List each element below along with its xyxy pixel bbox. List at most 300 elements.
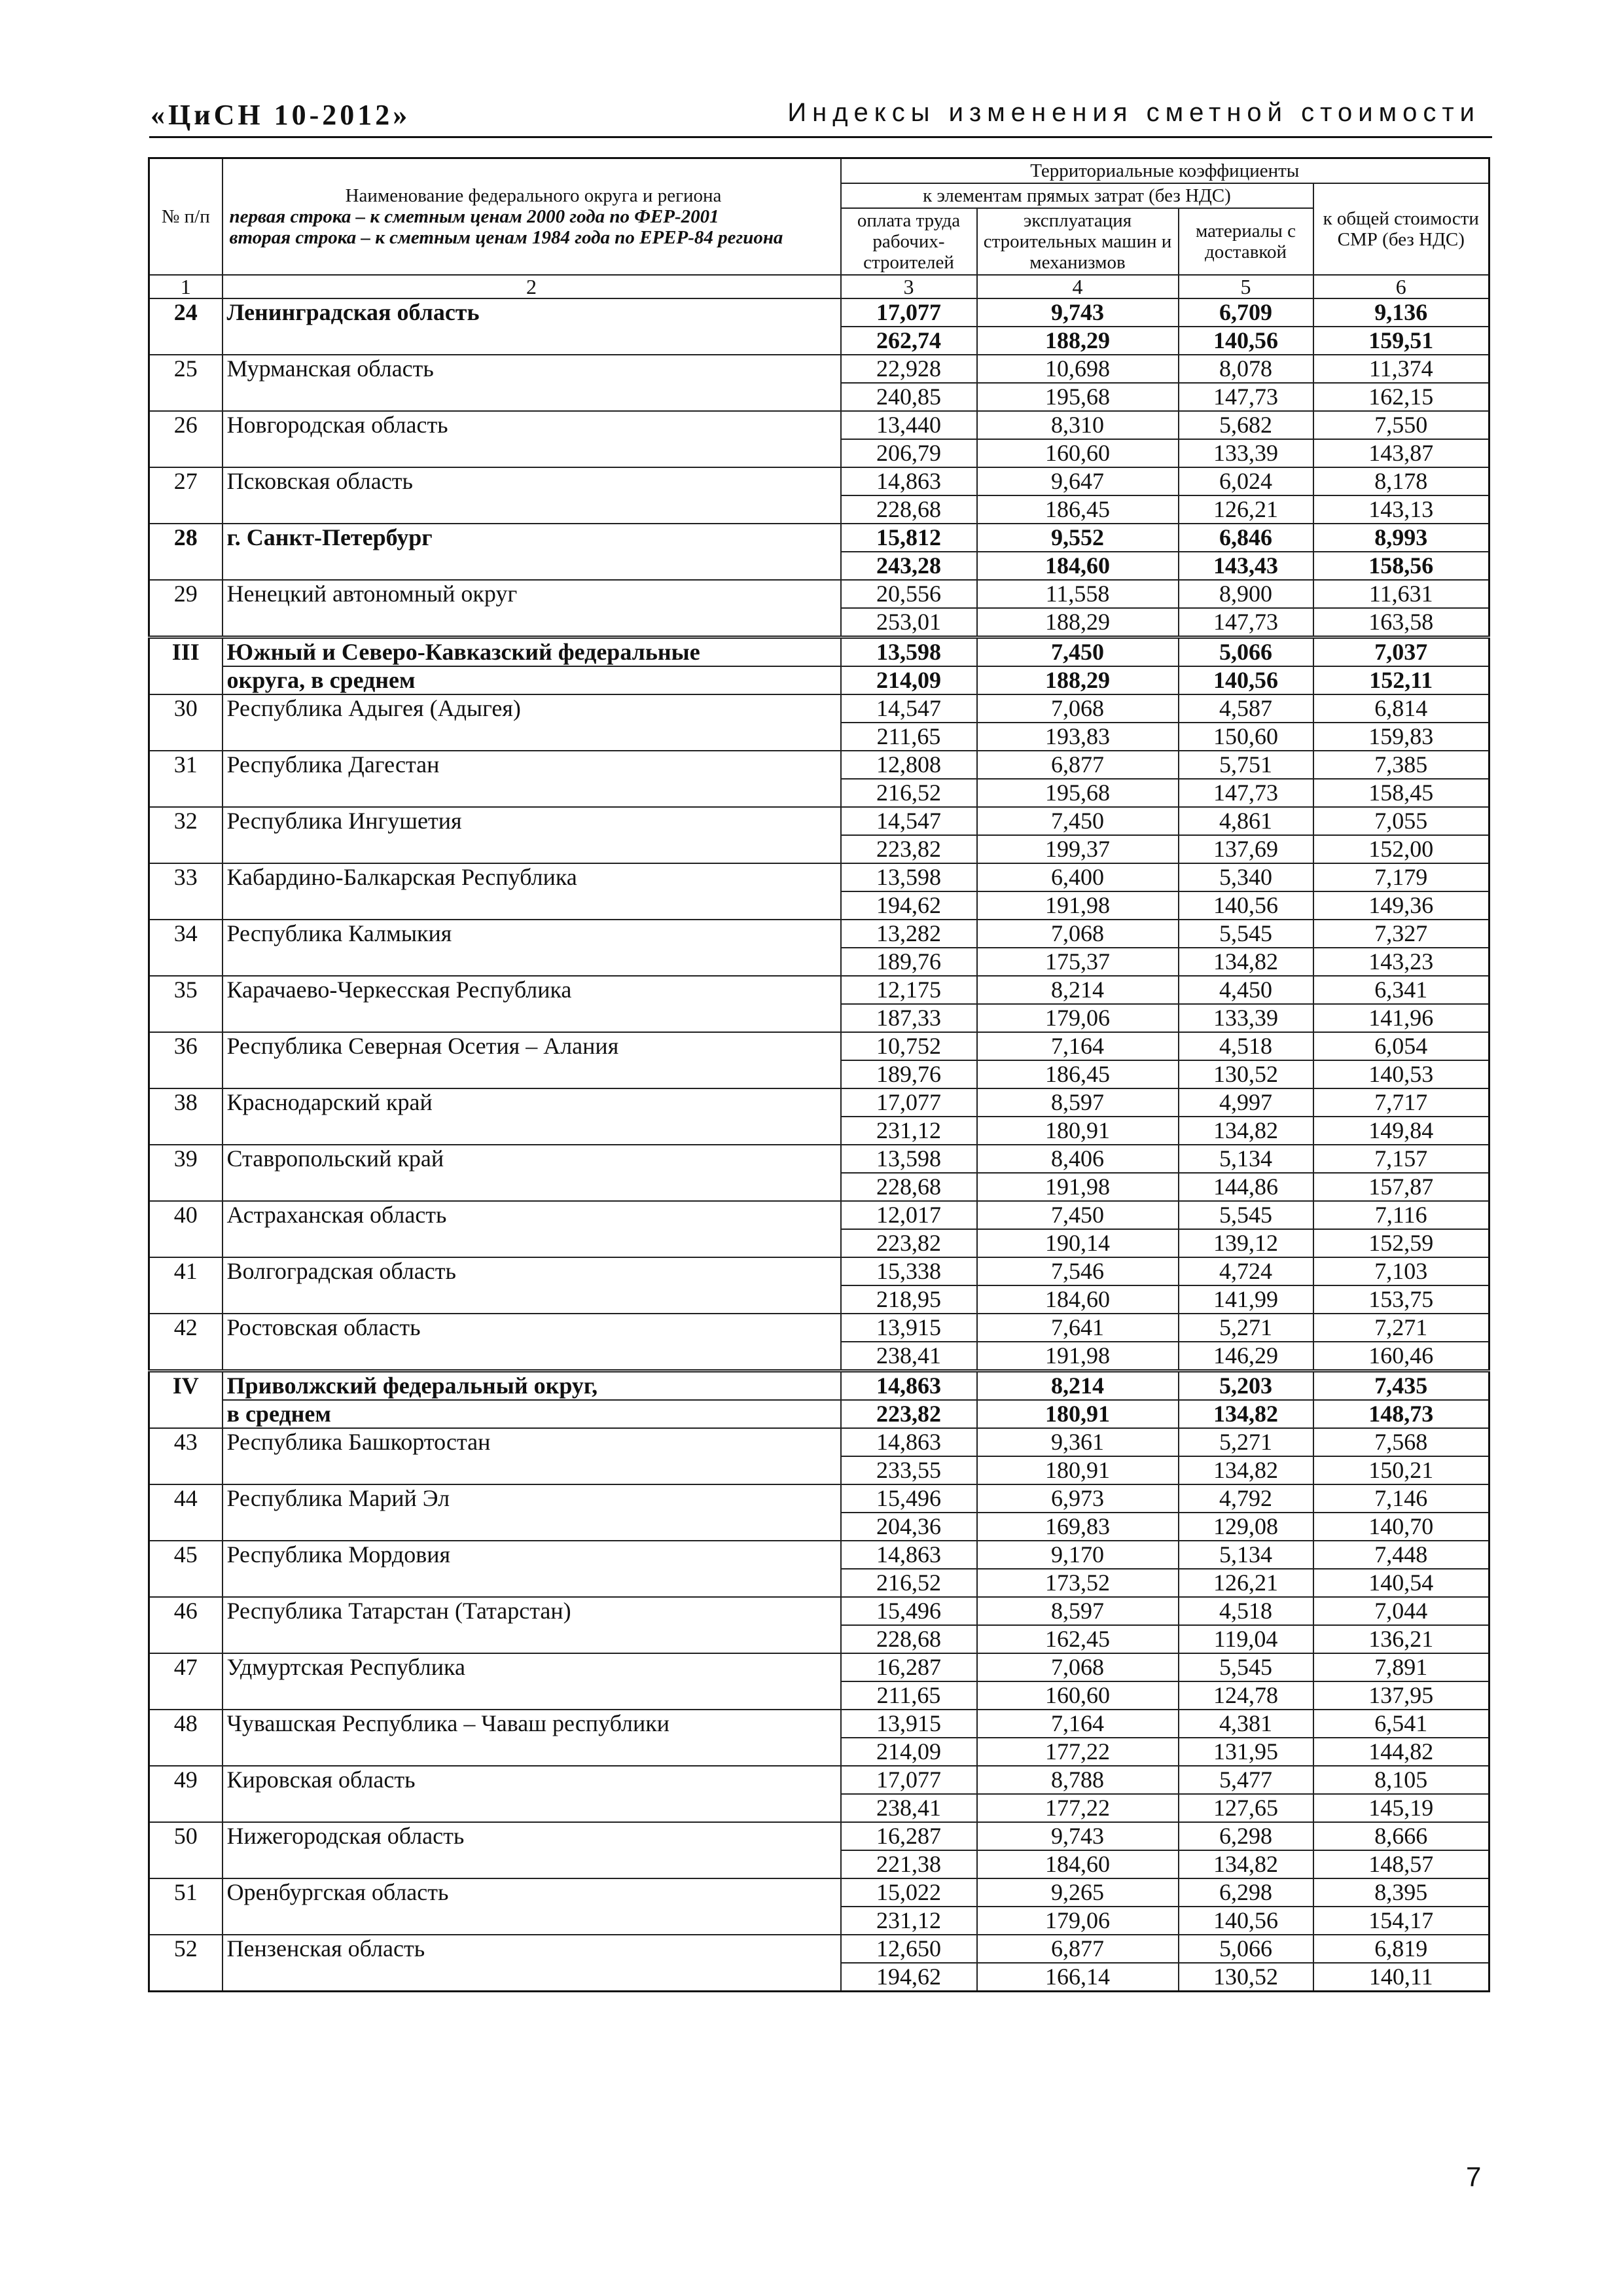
coef-1984-value: 134,82 (1179, 1850, 1313, 1878)
row-number: 36 (149, 1032, 223, 1088)
coef-2000-value: 5,134 (1179, 1541, 1313, 1569)
coef-2000-value: 8,105 (1313, 1766, 1489, 1794)
coef-1984-value: 194,62 (841, 891, 977, 920)
header-total-cost: к общей стоимости СМР (без НДС) (1313, 183, 1489, 275)
coef-1984-value: 195,68 (977, 383, 1179, 411)
table-row (149, 1653, 1489, 1681)
coef-1984-value: 127,65 (1179, 1794, 1313, 1822)
coef-1984-value: 191,98 (977, 891, 1179, 920)
coef-2000-value: 8,310 (977, 411, 1179, 439)
coef-2000-value: 14,547 (841, 694, 977, 723)
table-row (149, 694, 1489, 723)
table-row (149, 1201, 1489, 1229)
coef-1984-value: 228,68 (841, 1625, 977, 1653)
coef-2000-value: 12,808 (841, 751, 977, 779)
coef-1984-value: 143,13 (1313, 495, 1489, 524)
coef-2000-value: 6,709 (1179, 298, 1313, 327)
coef-1984-value: 143,87 (1313, 439, 1489, 467)
coef-2000-value: 4,997 (1179, 1088, 1313, 1117)
document-code: «ЦиСН 10-2012» (151, 99, 411, 131)
coef-1984-value: 139,12 (1179, 1229, 1313, 1257)
coef-2000-value: 5,545 (1179, 1653, 1313, 1681)
row-number: 41 (149, 1257, 223, 1314)
table-row (149, 1484, 1489, 1513)
coef-2000-value: 7,157 (1313, 1145, 1489, 1173)
coef-1984-value: 253,01 (841, 608, 977, 637)
coef-2000-value: 4,792 (1179, 1484, 1313, 1513)
coef-2000-value: 8,178 (1313, 467, 1489, 495)
region-name: Республика Башкортостан (223, 1428, 841, 1484)
row-number: 51 (149, 1878, 223, 1935)
coef-1984-value: 143,43 (1179, 552, 1313, 580)
coef-1984-value: 180,91 (977, 1456, 1179, 1484)
table-row (149, 1878, 1489, 1907)
coef-2000-value: 15,496 (841, 1597, 977, 1625)
coef-1984-value: 140,70 (1313, 1513, 1489, 1541)
row-number: IV (149, 1371, 223, 1429)
coef-2000-value: 6,541 (1313, 1710, 1489, 1738)
coef-2000-value: 6,054 (1313, 1032, 1489, 1060)
coef-2000-value: 8,214 (977, 1371, 1179, 1401)
coef-1984-value: 211,65 (841, 723, 977, 751)
coef-2000-value: 7,550 (1313, 411, 1489, 439)
coef-1984-value: 146,29 (1179, 1342, 1313, 1371)
table-row (149, 1145, 1489, 1173)
coef-2000-value: 5,203 (1179, 1371, 1313, 1401)
coef-1984-value: 159,51 (1313, 327, 1489, 355)
coef-1984-value: 158,56 (1313, 552, 1489, 580)
coef-1984-value: 160,60 (977, 1681, 1179, 1710)
region-name: Приволжский федеральный округ, (223, 1371, 841, 1401)
coef-1984-value: 140,56 (1179, 666, 1313, 694)
coef-2000-value: 22,928 (841, 355, 977, 383)
row-number: 39 (149, 1145, 223, 1201)
coef-1984-value: 240,85 (841, 383, 977, 411)
coef-1984-value: 140,56 (1179, 1907, 1313, 1935)
coef-1984-value: 189,76 (841, 1060, 977, 1088)
coef-1984-value: 134,82 (1179, 1117, 1313, 1145)
table-row (149, 524, 1489, 552)
coef-1984-value: 130,52 (1179, 1060, 1313, 1088)
coef-1984-value: 134,82 (1179, 1400, 1313, 1428)
coef-1984-value: 184,60 (977, 552, 1179, 580)
coef-2000-value: 6,846 (1179, 524, 1313, 552)
coefficients-table (148, 157, 1490, 1992)
coef-1984-value: 130,52 (1179, 1963, 1313, 1992)
coef-2000-value: 9,136 (1313, 298, 1489, 327)
region-name: Республика Дагестан (223, 751, 841, 807)
coef-2000-value: 10,752 (841, 1032, 977, 1060)
table-row (149, 1257, 1489, 1285)
document-title: Индексы изменения сметной стоимости (787, 98, 1480, 127)
column-number: 5 (1179, 275, 1313, 298)
coef-1984-value: 206,79 (841, 439, 977, 467)
coef-1984-value: 126,21 (1179, 1569, 1313, 1597)
region-name: Нижегородская область (223, 1822, 841, 1878)
column-number: 3 (841, 275, 977, 298)
row-number: 29 (149, 580, 223, 637)
coef-2000-value: 7,068 (977, 1653, 1179, 1681)
table-row (149, 863, 1489, 891)
coef-1984-value: 223,82 (841, 1400, 977, 1428)
coef-2000-value: 13,915 (841, 1314, 977, 1342)
row-number: 42 (149, 1314, 223, 1371)
coef-2000-value: 16,287 (841, 1822, 977, 1850)
coef-2000-value: 5,545 (1179, 920, 1313, 948)
coef-1984-value: 129,08 (1179, 1513, 1313, 1541)
coef-1984-value: 175,37 (977, 948, 1179, 976)
coef-1984-value: 188,29 (977, 608, 1179, 637)
coef-1984-value: 189,76 (841, 948, 977, 976)
coef-1984-value: 187,33 (841, 1004, 977, 1032)
coef-1984-value: 158,45 (1313, 779, 1489, 807)
coef-2000-value: 13,598 (841, 863, 977, 891)
row-number: 24 (149, 298, 223, 355)
coef-2000-value: 13,598 (841, 637, 977, 667)
region-name: Астраханская область (223, 1201, 841, 1257)
coef-2000-value: 7,385 (1313, 751, 1489, 779)
table-row (149, 1032, 1489, 1060)
header-name-first-line-note: первая строка – к сметным ценам 2000 года по ФЕР-2001 (229, 206, 719, 227)
coef-2000-value: 6,400 (977, 863, 1179, 891)
coef-1984-value: 140,11 (1313, 1963, 1489, 1992)
coef-1984-value: 148,57 (1313, 1850, 1489, 1878)
coef-2000-value: 7,327 (1313, 920, 1489, 948)
table-row (149, 467, 1489, 495)
coef-1984-value: 233,55 (841, 1456, 977, 1484)
region-name: Оренбургская область (223, 1878, 841, 1935)
coef-1984-value: 231,12 (841, 1907, 977, 1935)
coef-1984-value: 177,22 (977, 1738, 1179, 1766)
coef-1984-value: 180,91 (977, 1400, 1179, 1428)
region-name: Республика Адыгея (Адыгея) (223, 694, 841, 751)
coef-1984-value: 188,29 (977, 666, 1179, 694)
coef-1984-value: 126,21 (1179, 495, 1313, 524)
table-row (149, 807, 1489, 835)
coef-1984-value: 191,98 (977, 1342, 1179, 1371)
coef-1984-value: 179,06 (977, 1004, 1179, 1032)
coef-1984-value: 143,23 (1313, 948, 1489, 976)
coef-2000-value: 8,406 (977, 1145, 1179, 1173)
coef-1984-value: 188,29 (977, 327, 1179, 355)
coef-1984-value: 228,68 (841, 1173, 977, 1201)
table-row (149, 666, 1489, 694)
coef-2000-value: 8,597 (977, 1597, 1179, 1625)
row-number: 30 (149, 694, 223, 751)
row-number: 34 (149, 920, 223, 976)
coef-1984-value: 186,45 (977, 495, 1179, 524)
coef-1984-value: 211,65 (841, 1681, 977, 1710)
coef-1984-value: 134,82 (1179, 948, 1313, 976)
row-number: 40 (149, 1201, 223, 1257)
region-name: Республика Ингушетия (223, 807, 841, 863)
coef-1984-value: 124,78 (1179, 1681, 1313, 1710)
region-name: Республика Мордовия (223, 1541, 841, 1597)
coef-1984-value: 243,28 (841, 552, 977, 580)
coef-1984-value: 133,39 (1179, 439, 1313, 467)
region-name: Кабардино-Балкарская Республика (223, 863, 841, 920)
coef-1984-value: 166,14 (977, 1963, 1179, 1992)
coef-2000-value: 4,587 (1179, 694, 1313, 723)
coef-2000-value: 9,647 (977, 467, 1179, 495)
table-row (149, 637, 1489, 667)
row-number: 35 (149, 976, 223, 1032)
table-row (149, 1822, 1489, 1850)
coef-1984-value: 148,73 (1313, 1400, 1489, 1428)
coef-2000-value: 6,298 (1179, 1822, 1313, 1850)
coef-2000-value: 5,682 (1179, 411, 1313, 439)
coef-1984-value: 223,82 (841, 1229, 977, 1257)
coef-2000-value: 6,024 (1179, 467, 1313, 495)
coef-2000-value: 5,751 (1179, 751, 1313, 779)
coef-1984-value: 141,99 (1179, 1285, 1313, 1314)
coef-2000-value: 6,298 (1179, 1878, 1313, 1907)
table-row (149, 1371, 1489, 1401)
coef-1984-value: 134,82 (1179, 1456, 1313, 1484)
coef-2000-value: 7,891 (1313, 1653, 1489, 1681)
coef-1984-value: 152,59 (1313, 1229, 1489, 1257)
coef-2000-value: 15,496 (841, 1484, 977, 1513)
coef-1984-value: 152,00 (1313, 835, 1489, 863)
region-name: Чувашская Республика – Чаваш республики (223, 1710, 841, 1766)
coef-1984-value: 137,69 (1179, 835, 1313, 863)
region-name: г. Санкт-Петербург (223, 524, 841, 580)
coef-2000-value: 6,877 (977, 751, 1179, 779)
coef-2000-value: 7,179 (1313, 863, 1489, 891)
coef-2000-value: 6,814 (1313, 694, 1489, 723)
coef-2000-value: 4,450 (1179, 976, 1313, 1004)
coef-2000-value: 9,265 (977, 1878, 1179, 1907)
table-row (149, 920, 1489, 948)
table-header (149, 158, 1489, 299)
region-name: Ставропольский край (223, 1145, 841, 1201)
row-number: III (149, 637, 223, 695)
coef-1984-value: 163,58 (1313, 608, 1489, 637)
table-row (149, 1935, 1489, 1963)
coef-1984-value: 214,09 (841, 666, 977, 694)
coef-2000-value: 4,518 (1179, 1597, 1313, 1625)
region-name: Пензенская область (223, 1935, 841, 1992)
coef-1984-value: 154,17 (1313, 1907, 1489, 1935)
coef-2000-value: 5,066 (1179, 637, 1313, 667)
coef-2000-value: 9,552 (977, 524, 1179, 552)
table-row (149, 1597, 1489, 1625)
coef-1984-value: 238,41 (841, 1794, 977, 1822)
header-name-second-line-note: вторая строка – к сметным ценам 1984 года по ЕРЕР-84 региона (229, 227, 783, 248)
coef-2000-value: 7,037 (1313, 637, 1489, 667)
region-name: Республика Калмыкия (223, 920, 841, 976)
coef-2000-value: 13,282 (841, 920, 977, 948)
table-row (149, 1314, 1489, 1342)
coef-2000-value: 14,547 (841, 807, 977, 835)
coef-2000-value: 13,915 (841, 1710, 977, 1738)
coef-1984-value: 136,21 (1313, 1625, 1489, 1653)
row-number: 44 (149, 1484, 223, 1541)
coef-2000-value: 8,395 (1313, 1878, 1489, 1907)
table-body (149, 298, 1489, 1992)
coef-2000-value: 4,724 (1179, 1257, 1313, 1285)
region-name-continued: в среднем (223, 1400, 841, 1428)
table-row (149, 1400, 1489, 1428)
coef-2000-value: 6,341 (1313, 976, 1489, 1004)
region-name: Краснодарский край (223, 1088, 841, 1145)
region-name: Кировская область (223, 1766, 841, 1822)
coef-1984-value: 216,52 (841, 779, 977, 807)
header-divider (149, 136, 1492, 138)
table-row (149, 298, 1489, 327)
coef-2000-value: 14,863 (841, 1541, 977, 1569)
coef-1984-value: 180,91 (977, 1117, 1179, 1145)
coef-2000-value: 7,435 (1313, 1371, 1489, 1401)
row-number: 28 (149, 524, 223, 580)
coef-1984-value: 152,11 (1313, 666, 1489, 694)
coef-2000-value: 7,546 (977, 1257, 1179, 1285)
coef-2000-value: 7,164 (977, 1710, 1179, 1738)
table-row (149, 1710, 1489, 1738)
table-row (149, 751, 1489, 779)
coef-1984-value: 119,04 (1179, 1625, 1313, 1653)
region-name: Волгоградская область (223, 1257, 841, 1314)
coef-1984-value: 214,09 (841, 1738, 977, 1766)
coef-2000-value: 7,271 (1313, 1314, 1489, 1342)
row-number: 46 (149, 1597, 223, 1653)
region-name: Ненецкий автономный округ (223, 580, 841, 637)
coef-1984-value: 184,60 (977, 1285, 1179, 1314)
coef-2000-value: 7,568 (1313, 1428, 1489, 1456)
header-territorial-coefficients: Территориальные коэффициенты (841, 158, 1489, 184)
column-number-row (149, 275, 1489, 298)
column-number: 4 (977, 275, 1179, 298)
row-number: 38 (149, 1088, 223, 1145)
coef-1984-value: 140,56 (1179, 327, 1313, 355)
coef-1984-value: 153,75 (1313, 1285, 1489, 1314)
coef-1984-value: 218,95 (841, 1285, 977, 1314)
coef-1984-value: 137,95 (1313, 1681, 1489, 1710)
coef-1984-value: 131,95 (1179, 1738, 1313, 1766)
coef-2000-value: 7,044 (1313, 1597, 1489, 1625)
row-number: 47 (149, 1653, 223, 1710)
coef-1984-value: 169,83 (977, 1513, 1179, 1541)
coef-2000-value: 14,863 (841, 467, 977, 495)
coef-1984-value: 141,96 (1313, 1004, 1489, 1032)
coef-2000-value: 8,900 (1179, 580, 1313, 608)
column-number: 6 (1313, 275, 1489, 298)
coef-2000-value: 10,698 (977, 355, 1179, 383)
table-row (149, 580, 1489, 608)
coef-2000-value: 5,271 (1179, 1428, 1313, 1456)
coef-2000-value: 9,170 (977, 1541, 1179, 1569)
coef-2000-value: 13,440 (841, 411, 977, 439)
coef-1984-value: 204,36 (841, 1513, 977, 1541)
row-number: 25 (149, 355, 223, 411)
coef-2000-value: 4,518 (1179, 1032, 1313, 1060)
coef-1984-value: 150,21 (1313, 1456, 1489, 1484)
coef-1984-value: 160,46 (1313, 1342, 1489, 1371)
row-number: 33 (149, 863, 223, 920)
coef-1984-value: 133,39 (1179, 1004, 1313, 1032)
coef-2000-value: 5,134 (1179, 1145, 1313, 1173)
coef-2000-value: 7,103 (1313, 1257, 1489, 1285)
coef-1984-value: 145,19 (1313, 1794, 1489, 1822)
coef-2000-value: 7,164 (977, 1032, 1179, 1060)
region-name: Южный и Северо-Кавказский федеральные (223, 637, 841, 667)
header-direct-costs: к элементам прямых затрат (без НДС) (841, 183, 1313, 208)
coef-1984-value: 157,87 (1313, 1173, 1489, 1201)
row-number: 48 (149, 1710, 223, 1766)
row-number: 31 (149, 751, 223, 807)
coef-2000-value: 7,450 (977, 1201, 1179, 1229)
coef-2000-value: 11,558 (977, 580, 1179, 608)
header-no: № п/п (149, 158, 223, 276)
coef-1984-value: 221,38 (841, 1850, 977, 1878)
coef-1984-value: 144,86 (1179, 1173, 1313, 1201)
coef-2000-value: 15,338 (841, 1257, 977, 1285)
coef-1984-value: 160,60 (977, 439, 1179, 467)
region-name: Республика Марий Эл (223, 1484, 841, 1541)
coef-1984-value: 173,52 (977, 1569, 1179, 1597)
coef-1984-value: 147,73 (1179, 608, 1313, 637)
coef-2000-value: 16,287 (841, 1653, 977, 1681)
coef-2000-value: 6,819 (1313, 1935, 1489, 1963)
coef-2000-value: 8,078 (1179, 355, 1313, 383)
coef-2000-value: 8,597 (977, 1088, 1179, 1117)
row-number: 43 (149, 1428, 223, 1484)
coef-2000-value: 7,717 (1313, 1088, 1489, 1117)
coef-2000-value: 17,077 (841, 298, 977, 327)
coef-2000-value: 8,993 (1313, 524, 1489, 552)
coef-1984-value: 147,73 (1179, 779, 1313, 807)
coef-2000-value: 5,340 (1179, 863, 1313, 891)
region-name: Карачаево-Черкесская Республика (223, 976, 841, 1032)
table-row (149, 1428, 1489, 1456)
coef-1984-value: 162,15 (1313, 383, 1489, 411)
coef-2000-value: 14,863 (841, 1428, 977, 1456)
coef-1984-value: 149,84 (1313, 1117, 1489, 1145)
table-row (149, 355, 1489, 383)
coef-1984-value: 216,52 (841, 1569, 977, 1597)
coef-1984-value: 262,74 (841, 327, 977, 355)
coef-2000-value: 7,450 (977, 637, 1179, 667)
coef-2000-value: 11,374 (1313, 355, 1489, 383)
coef-2000-value: 12,175 (841, 976, 977, 1004)
coef-2000-value: 20,556 (841, 580, 977, 608)
region-name: Псковская область (223, 467, 841, 524)
column-number: 1 (149, 275, 223, 298)
coef-2000-value: 5,477 (1179, 1766, 1313, 1794)
row-number: 52 (149, 1935, 223, 1992)
coef-1984-value: 199,37 (977, 835, 1179, 863)
header-machines: эксплуатация строительных машин и механизмов (977, 208, 1179, 275)
coef-1984-value: 190,14 (977, 1229, 1179, 1257)
coef-2000-value: 7,641 (977, 1314, 1179, 1342)
coef-2000-value: 7,055 (1313, 807, 1489, 835)
coef-2000-value: 17,077 (841, 1088, 977, 1117)
coef-2000-value: 7,146 (1313, 1484, 1489, 1513)
coef-1984-value: 179,06 (977, 1907, 1179, 1935)
header-materials: материалы с доставкой (1179, 208, 1313, 275)
row-number: 49 (149, 1766, 223, 1822)
table-row (149, 411, 1489, 439)
coef-1984-value: 140,54 (1313, 1569, 1489, 1597)
table-row (149, 1088, 1489, 1117)
coef-2000-value: 7,068 (977, 694, 1179, 723)
coef-2000-value: 4,861 (1179, 807, 1313, 835)
coef-2000-value: 17,077 (841, 1766, 977, 1794)
coef-2000-value: 7,448 (1313, 1541, 1489, 1569)
row-number: 26 (149, 411, 223, 467)
coef-2000-value: 8,666 (1313, 1822, 1489, 1850)
coef-1984-value: 231,12 (841, 1117, 977, 1145)
